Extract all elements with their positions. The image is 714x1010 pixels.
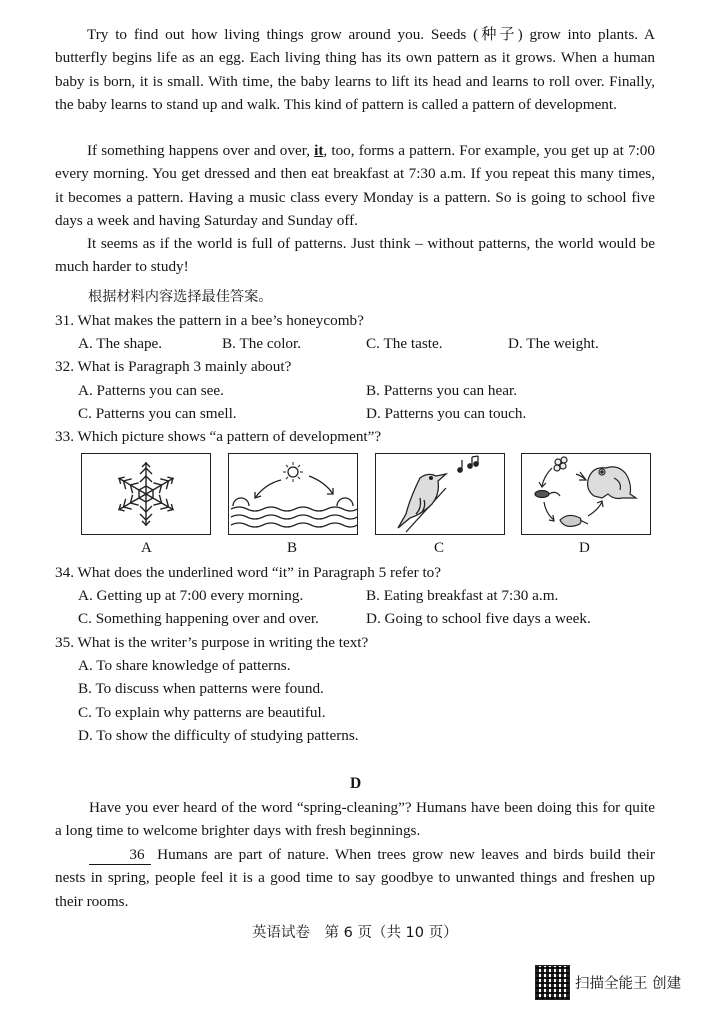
paragraph-repetition (55, 139, 655, 232)
option-34c[interactable]: C. Something happening over and over. (78, 610, 319, 627)
option-35c[interactable]: C. To explain why patterns are beautiful. (78, 704, 326, 721)
question-34: 34. What does the underlined word “it” in Paragraph 5 refer to? (55, 564, 442, 581)
option-35d[interactable]: D. To show the difficulty of studying patterns. (78, 727, 359, 744)
option-35a[interactable]: A. To share knowledge of patterns. (78, 657, 291, 674)
paragraph-development: Try to find out how living things grow around you. Seeds (种子) grow into plants. A butterfly begins life as an egg. Each living thing has its own pattern as it grows. When a human baby is born, it is small. With time, the baby learns to lift its head and learns to roll over. Finally, the baby learns to stand up and walk. This kind of pattern is called a pattern of development. (55, 26, 655, 113)
qr-code-icon (535, 965, 570, 1000)
paragraph-spring-cleaning: Have you ever heard of the word “spring-cleaning”? Humans have been doing this for quite a long time to welcome brighter days with fresh beginnings. (55, 799, 655, 840)
picture-label-d: D (579, 540, 590, 556)
paragraph-nature (55, 843, 655, 913)
picture-d-frog-lifecycle[interactable] (521, 453, 651, 535)
picture-label-a: A (141, 540, 152, 556)
option-34b[interactable]: B. Eating breakfast at 7:30 a.m. (366, 587, 559, 604)
singing-bird-icon (376, 454, 504, 534)
picture-label-c: C (434, 540, 445, 556)
question-32: 32. What is Paragraph 3 mainly about? (55, 358, 292, 375)
option-32d[interactable]: D. Patterns you can touch. (366, 405, 527, 422)
option-31a[interactable]: A. The shape. (78, 335, 163, 352)
question-35: 35. What is the writer’s purpose in writing the text? (55, 634, 369, 651)
option-34d[interactable]: D. Going to school five days a week. (366, 610, 591, 627)
section-heading: D (350, 775, 362, 792)
paragraph-text: If something happens over and over, (87, 142, 315, 159)
underlined-word: it (314, 142, 324, 159)
frog-lifecycle-icon (522, 454, 650, 534)
sun-cycle-icon (229, 454, 357, 534)
question-33: 33. Which picture shows “a pattern of development”? (55, 428, 382, 445)
page-footer: 英语试卷 第 6 页（共 10 页） (252, 925, 458, 941)
paragraph-text: , too, forms a pattern. For example, you get up at 7:00 every morning. You get dressed and then eat breakfast at 7:30 a.m. If you repeat this many times, it becomes a pattern. Having a music class every Monday is a pattern. So is going to school five days a week and having Saturday and Sunday off. (55, 142, 655, 229)
option-32c[interactable]: C. Patterns you can smell. (78, 405, 237, 422)
blank-36[interactable]: 36 (89, 846, 151, 865)
instruction: 根据材料内容选择最佳答案。 (88, 289, 273, 305)
question-31: 31. What makes the pattern in a bee’s honeycomb? (55, 312, 364, 329)
paragraph-text: Humans are part of nature. When trees grow new leaves and birds build their nests in spring, people feel it is a good time to say goodbye to unwanted things and freshen up their rooms. (55, 846, 655, 910)
option-34a[interactable]: A. Getting up at 7:00 every morning. (78, 587, 304, 604)
option-31b[interactable]: B. The color. (222, 335, 302, 352)
picture-label-b: B (287, 540, 298, 556)
option-31d[interactable]: D. The weight. (508, 335, 599, 352)
option-32a[interactable]: A. Patterns you can see. (78, 382, 224, 399)
snowflake-icon (82, 454, 210, 534)
scanner-label: 扫描全能王 创建 (575, 976, 682, 992)
picture-b-sun-cycle[interactable] (228, 453, 358, 535)
scanner-watermark (535, 965, 705, 999)
option-31c[interactable]: C. The taste. (366, 335, 443, 352)
picture-a-snowflake[interactable] (81, 453, 211, 535)
paragraph-conclusion: It seems as if the world is full of patterns. Just think – without patterns, the world would be much harder to study! (55, 235, 655, 276)
option-32b[interactable]: B. Patterns you can hear. (366, 382, 517, 399)
option-35b[interactable]: B. To discuss when patterns were found. (78, 680, 324, 697)
picture-c-singing-bird[interactable] (375, 453, 505, 535)
